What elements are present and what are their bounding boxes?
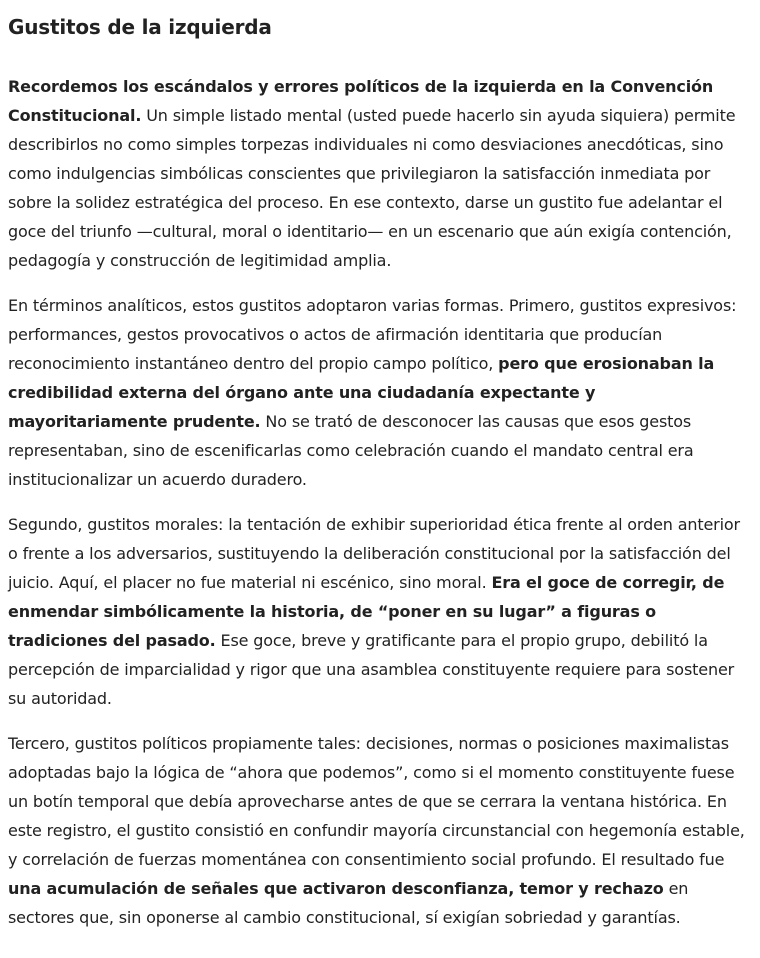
paragraph-1 — [8, 72, 752, 275]
article-title: Gustitos de la izquierda — [8, 15, 272, 39]
paragraph-2-intro: En términos analíticos, estos gustitos adoptaron varias formas. Primero, gustitos expresivos: performances, gestos provocativos o actos de afirmación identitaria que producían reconocimiento instantáneo dentro del propio campo político, — [8, 296, 737, 373]
paragraph-4 — [8, 729, 752, 932]
paragraph-1-body: Un simple listado mental (usted puede hacerlo sin ayuda siquiera) permite describirlos no como simples torpezas individuales ni como desviaciones anecdóticas, sino como indulgencias simbólicas conscientes que privilegiaron la satisfacción inmediata por sobre la solidez estratégica del proceso. En ese contexto, darse un gustito fue adelantar el goce del triunfo —cultural, moral o identitario— en un escenario que aún exigía contención, pedagogía y construcción de legitimidad amplia. — [8, 106, 736, 270]
paragraph-3-intro: Segundo, gustitos morales: la tentación de exhibir superioridad ética frente al orden anterior o frente a los adversarios, sustituyendo la deliberación constitucional por la satisfacción del juicio. Aquí, el placer no fue material ni escénico, sino moral. — [8, 515, 740, 592]
paragraph-4-emphasis: una acumulación de señales que activaron desconfianza, temor y rechazo — [8, 879, 664, 898]
paragraph-2-body: No se trató de desconocer las causas que esos gestos representaban, sino de escenificarlas como celebración cuando el mandato central era institucionalizar un acuerdo duradero. — [8, 412, 694, 489]
paragraph-3 — [8, 510, 752, 713]
paragraph-3-emphasis: Era el goce de corregir, de enmendar simbólicamente la historia, de “poner en su lugar” a figuras o tradiciones del pasado. — [8, 573, 725, 650]
paragraph-2-emphasis: pero que erosionaban la credibilidad externa del órgano ante una ciudadanía expectante y mayoritariamente prudente. — [8, 354, 715, 431]
paragraph-2 — [8, 291, 752, 494]
paragraph-3-body: Ese goce, breve y gratificante para el propio grupo, debilitó la percepción de imparcialidad y rigor que una asamblea constituyente requiere para sostener su autoridad. — [8, 631, 735, 708]
paragraph-4-intro: Tercero, gustitos políticos propiamente tales: decisiones, normas o posiciones maximalistas adoptadas bajo la lógica de “ahora que podemos”, como si el momento constituyente fuese un botín temporal que debía aprovecharse antes de que se cerrara la ventana histórica. En este registro, el gustito consistió en confundir mayoría circunstancial con hegemonía estable, y correlación de fuerzas momentánea con consentimiento social profundo. El resultado fue — [8, 734, 745, 869]
paragraph-4-body: en sectores que, sin oponerse al cambio constitucional, sí exigían sobriedad y garantías. — [8, 879, 689, 927]
paragraph-1-lead: Recordemos los escándalos y errores políticos de la izquierda en la Convención Constitucional. — [8, 77, 714, 125]
